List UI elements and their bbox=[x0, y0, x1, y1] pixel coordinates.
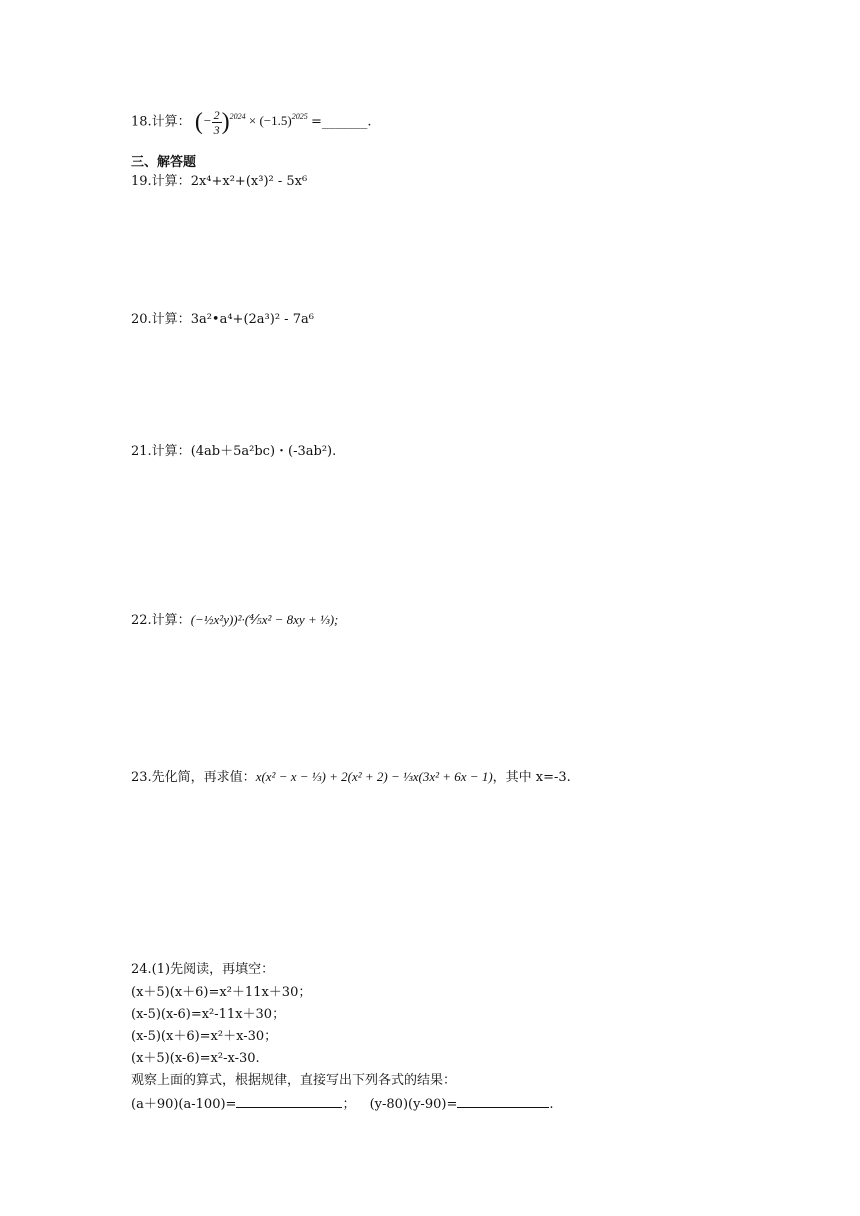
q22-expression: (−½x²y))²·(⅘x² − 8xy + ⅓); bbox=[190, 612, 339, 627]
q24-instruction: 观察上面的算式，根据规律，直接写出下列各式的结果： bbox=[131, 1073, 457, 1088]
q18-fraction: $\frac{2}{3}$ bbox=[213, 108, 220, 137]
q24-example-4: (x＋5)(x-6)=x²-x-30. bbox=[131, 1051, 260, 1066]
q24-example-3: (x-5)(x＋6)=x²＋x-30； bbox=[131, 1029, 278, 1044]
question-18 bbox=[131, 108, 371, 137]
question-19: 19.计算：2x⁴+x²+(x³)² - 5x⁶ bbox=[131, 174, 308, 189]
q24-example-2: (x-5)(x-6)=x²-11x＋30； bbox=[131, 1007, 286, 1022]
question-21: 21.计算：(4ab＋5a²bc)・(-3ab²). bbox=[131, 444, 337, 459]
q18-expression: (− $\frac{2}{3}$ )$^{2024} \times (-1.5)^{2025}$ bbox=[194, 108, 308, 137]
question-24-intro: 24.(1)先阅读，再填空： bbox=[131, 962, 275, 977]
question-23: 23.先化简，再求值：x(x² − x − ⅓) + 2(x² + 2) − ⅓x(3x² + 6x − 1)，其中 x=-3. bbox=[131, 769, 571, 785]
q20-expression: 3a²•a⁴+(2a³)² - 7a⁶ bbox=[190, 312, 314, 327]
q19-expression: 2x⁴+x²+(x³)² - 5x⁶ bbox=[190, 174, 308, 189]
question-22: 22.计算：(−½x²y))²·(⅘x² − 8xy + ⅓); bbox=[131, 612, 339, 628]
q18-answer-blank: =_______. bbox=[310, 114, 372, 130]
q24-example-1: (x＋5)(x＋6)=x²＋11x＋30； bbox=[131, 985, 312, 1000]
section-title: 三、解答题 bbox=[131, 155, 197, 170]
q24-fill-line: (a＋90)(a-100)= ； (y-80)(y-90)= . bbox=[131, 1097, 554, 1112]
q21-expression: (4ab＋5a²bc)・(-3ab²). bbox=[190, 444, 337, 459]
answer-blank-1[interactable] bbox=[236, 1095, 342, 1108]
q18-prefix: 18.计算： bbox=[131, 114, 191, 130]
q23-expression: x(x² − x − ⅓) + 2(x² + 2) − ⅓x(3x² + 6x − 1) bbox=[255, 769, 493, 784]
question-20: 20.计算：3a²•a⁴+(2a³)² - 7a⁶ bbox=[131, 312, 314, 327]
answer-blank-2[interactable] bbox=[457, 1095, 549, 1108]
